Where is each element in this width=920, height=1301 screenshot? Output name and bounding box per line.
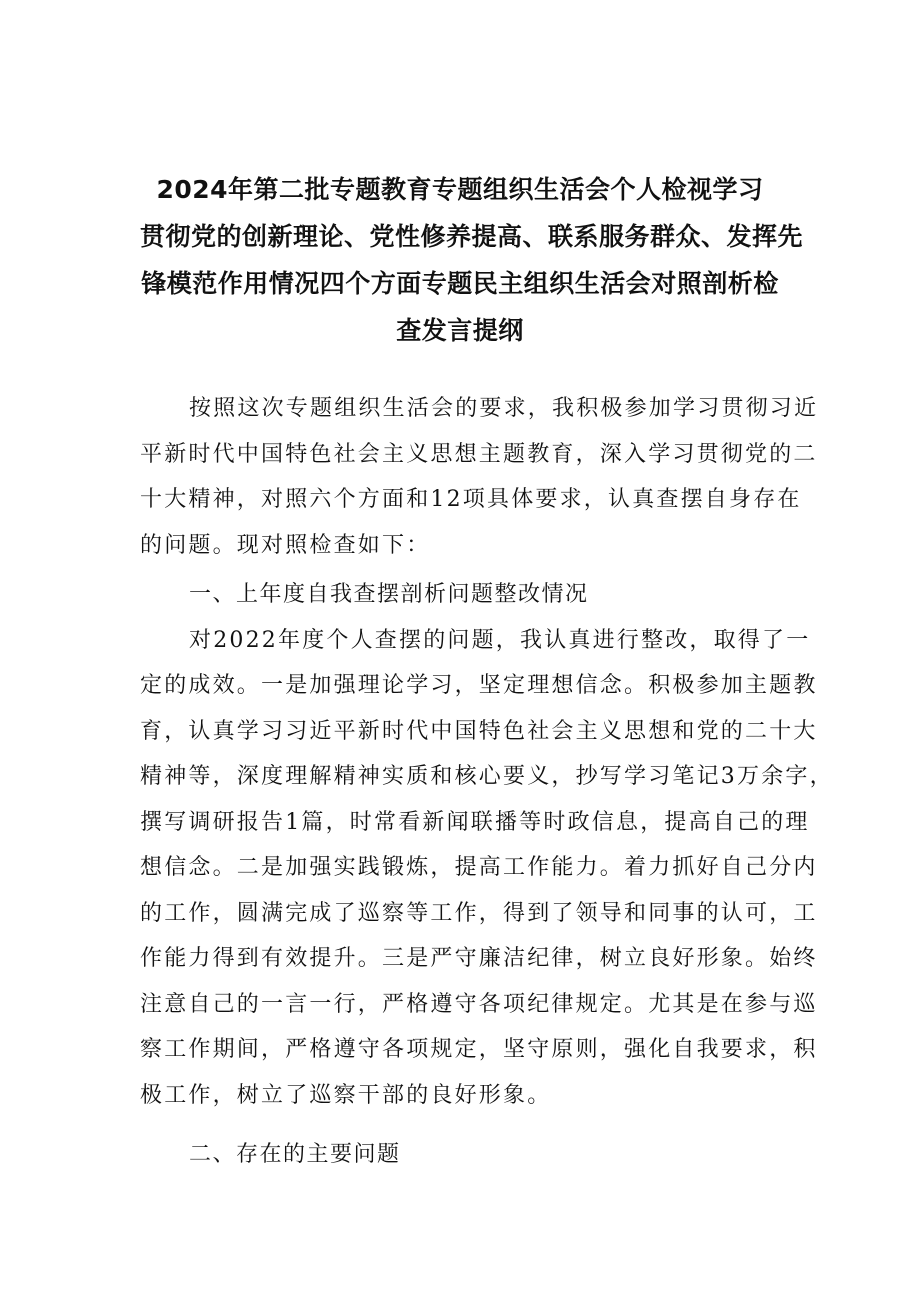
title-line: 锋模范作用情况四个方面专题民主组织生活会对照剖析检	[141, 269, 779, 298]
paragraph-line: 对2022年度个人查摆的问题，我认真进行整改，取得了一	[189, 627, 811, 653]
paragraph-line: 育，认真学习习近平新时代中国特色社会主义思想和党的二十大	[140, 718, 818, 744]
paragraph-line: 的问题。现对照检查如下：	[140, 532, 431, 558]
paragraph-line: 精神等，深度理解精神实质和核心要义，抄写学习笔记3万余字，	[140, 764, 834, 789]
paragraph-line: 定的成效。一是加强理论学习，坚定理想信念。积极参加主题教	[140, 673, 818, 698]
document-title	[140, 166, 804, 354]
section-heading: 二、存在的主要问题	[189, 1142, 401, 1167]
title-line: 2024年第二批专题教育专题组织生活会个人检视学习	[156, 175, 764, 204]
section-heading: 一、上年度自我查摆剖析问题整改情况	[189, 582, 589, 607]
paragraph-line: 极工作，树立了巡察干部的良好形象。	[140, 1082, 552, 1108]
paragraph-line: 察工作期间，严格遵守各项规定，坚守原则，强化自我要求，积	[140, 1037, 818, 1062]
title-line: 贯彻党的创新理论、党性修养提高、联系服务群众、发挥先	[140, 222, 804, 251]
paragraph-line: 撰写调研报告1篇，时常看新闻联播等时政信息，提高自己的理	[140, 809, 810, 835]
intro-paragraph	[140, 386, 819, 568]
document-body	[140, 386, 834, 1178]
paragraph-line: 的工作，圆满完成了巡察等工作，得到了领导和同事的认可，工	[140, 900, 818, 926]
paragraph-line: 作能力得到有效提升。三是严守廉洁纪律，树立良好形象。始终	[140, 946, 818, 971]
paragraph-line: 十大精神，对照六个方面和12项具体要求，认真查摆自身存在	[140, 487, 802, 512]
paragraph-line: 平新时代中国特色社会主义思想主题教育，深入学习贯彻党的二	[140, 441, 818, 467]
title-line: 查发言提纲	[396, 316, 524, 345]
paragraph-line: 想信念。二是加强实践锻炼，提高工作能力。着力抓好自己分内	[140, 855, 818, 880]
section-paragraph	[140, 618, 834, 1119]
paragraph-line: 按照这次专题组织生活会的要求，我积极参加学习贯彻习近	[189, 396, 819, 421]
paragraph-line: 注意自己的一言一行，严格遵守各项纪律规定。尤其是在参与巡	[140, 991, 818, 1017]
